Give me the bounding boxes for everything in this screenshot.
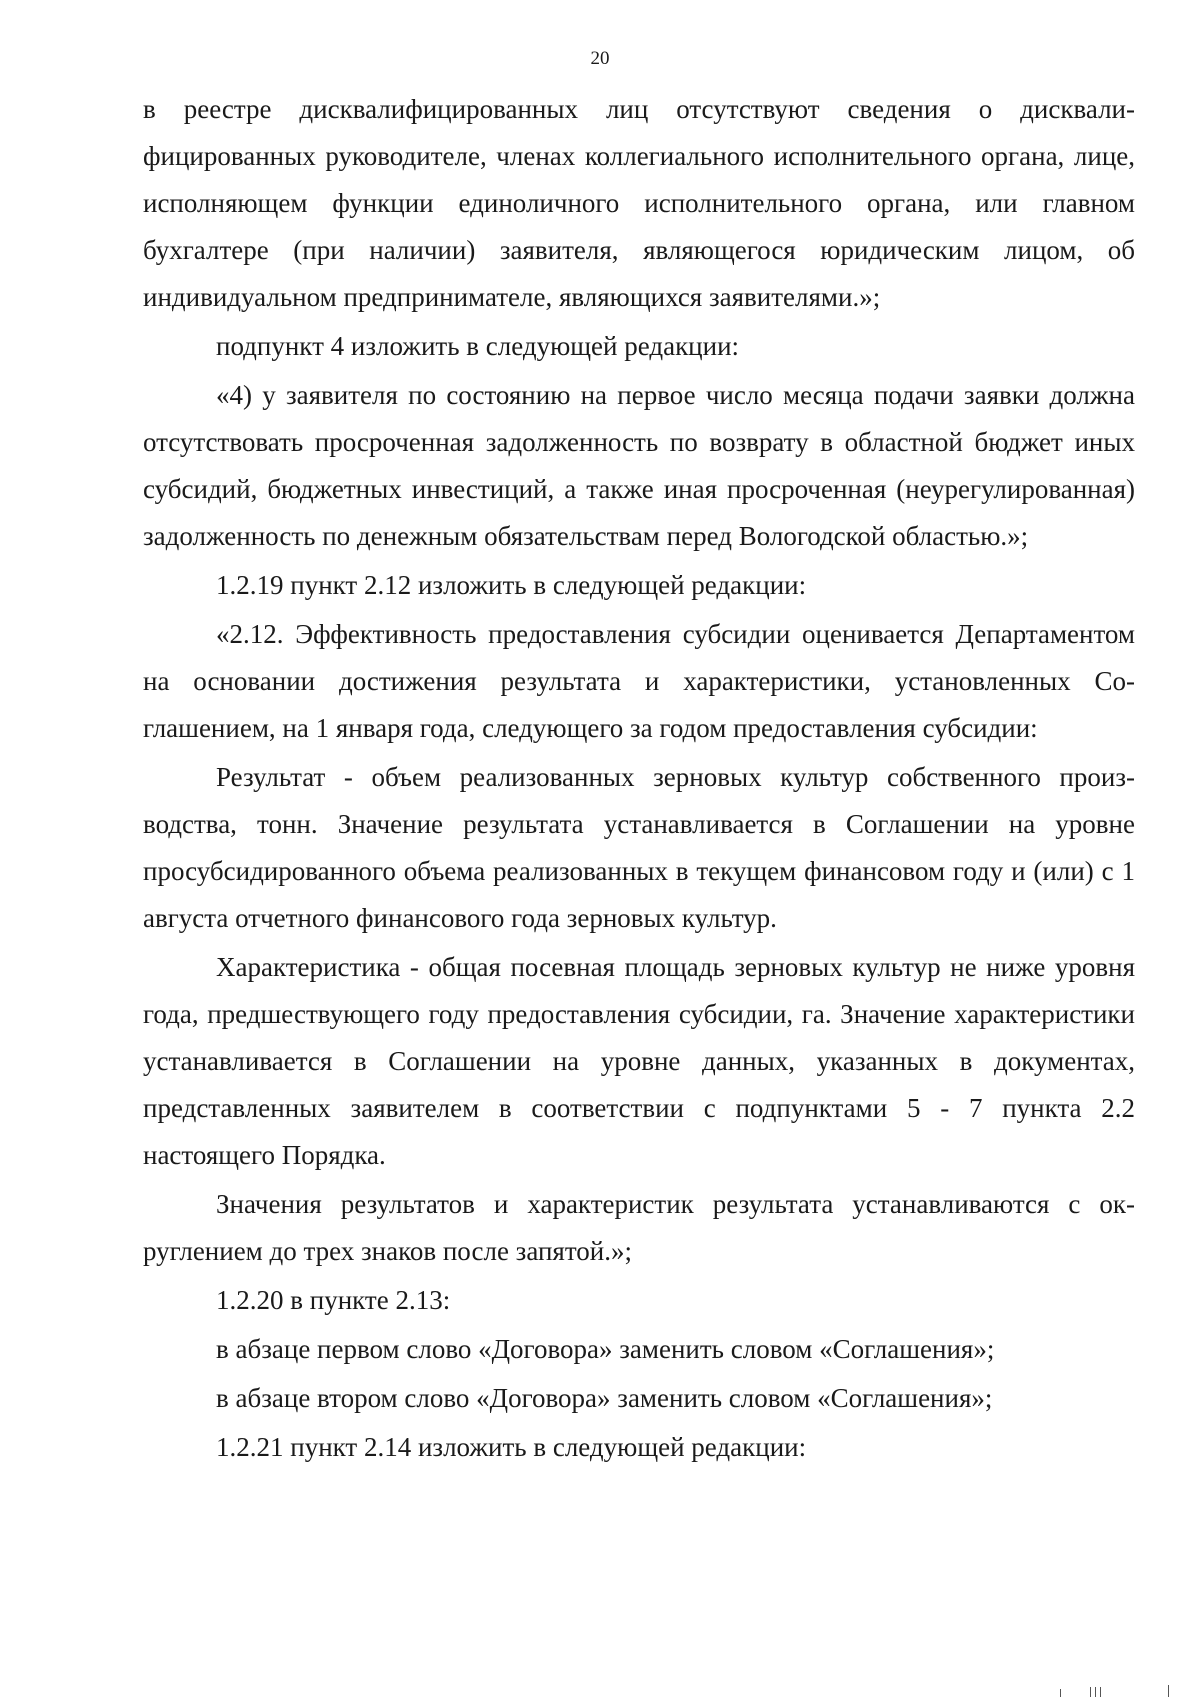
scan-mark xyxy=(1168,1685,1169,1697)
paragraph-item-1-2-19: 1.2.19 пункт 2.12 изложить в следующей редакции: xyxy=(216,570,807,600)
paragraph-subitem-4-text: «4) у заявителя по состоянию на первое число месяца подачи заявки должна отсутствовать просроченная задолженность по возврату в областной бюджет иных субсидий, бюджетных инвестиций, а также иная просроченная (неурегулированная) задолженность по денежным обязательствам перед Вологодской областью.»; xyxy=(143,380,1135,551)
scan-mark xyxy=(1090,1687,1091,1697)
scan-mark xyxy=(1060,1689,1061,1697)
scan-mark xyxy=(1095,1687,1096,1697)
paragraph-item-1-2-20: 1.2.20 в пункте 2.13: xyxy=(216,1285,451,1315)
paragraph-rounding: Значения результатов и характеристик результата устанавливаются с округлением до трех знаков после запятой.»; xyxy=(143,1189,1135,1266)
paragraph-subitem-4-intro: подпункт 4 изложить в следующей редакции: xyxy=(216,331,740,361)
paragraph-continuation: в реестре дисквалифицированных лиц отсутствуют сведения о дисквалифицированных руководителе, членах коллегиального исполнительного органа, лице, исполняющем функции единоличного исполнительного органа, или главном бухгалтере (при наличии) заявителя, являющегося юридическим лицом, об индивидуальном предпринимателе, являющихся заявителями.»; xyxy=(143,94,1135,312)
paragraph-first-paragraph-change: в абзаце первом слово «Договора» заменить словом «Соглашения»; xyxy=(216,1334,995,1364)
document-body xyxy=(143,72,1135,1471)
paragraph-second-paragraph-change: в абзаце втором слово «Договора» заменить словом «Соглашения»; xyxy=(216,1383,993,1413)
scan-mark xyxy=(1100,1687,1101,1697)
paragraph-clause-2-12: «2.12. Эффективность предоставления субсидии оценивается Департаментом на основании достижения результата и характеристики, установленных Соглашением, на 1 января года, следующего за годом предоставления субсидии: xyxy=(143,619,1135,743)
scan-edge-marks xyxy=(1040,1684,1190,1697)
paragraph-result: Результат - объем реализованных зерновых культур собственного производства, тонн. Значение результата устанавливается в Соглашении на уровне просубсидированного объема реализованных в текущем финансовом году и (или) с 1 августа отчетного финансового года зерновых культур. xyxy=(143,762,1135,933)
paragraph-characteristic: Характеристика - общая посевная площадь зерновых культур не ниже уровня года, предшествующего году предоставления субсидии, га. Значение характеристики устанавливается в Соглашении на уровне данных, указанных в документах, представленных заявителем в соответствии с подпунктами 5 - 7 пункта 2.2 настоящего Порядка. xyxy=(143,952,1135,1170)
paragraph-item-1-2-21: 1.2.21 пункт 2.14 изложить в следующей редакции: xyxy=(216,1432,807,1462)
page-number: 20 xyxy=(590,48,610,69)
